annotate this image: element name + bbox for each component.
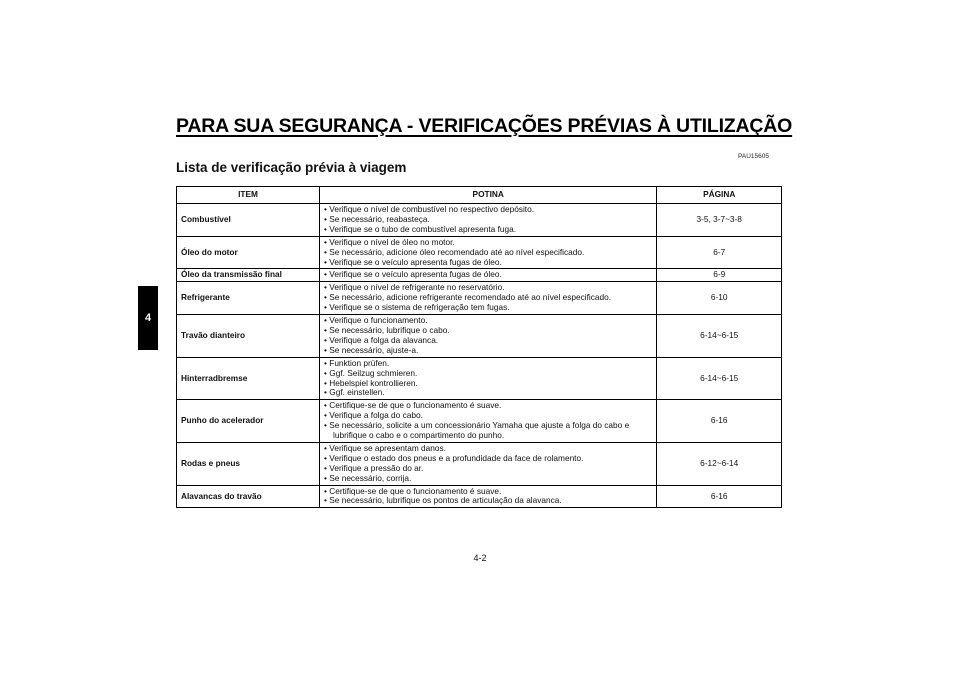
table-row bbox=[177, 204, 782, 237]
item-cell: Refrigerante bbox=[177, 282, 320, 315]
check-list bbox=[324, 444, 652, 484]
check-list bbox=[324, 316, 652, 356]
check-cell bbox=[320, 204, 657, 237]
check-list bbox=[324, 359, 652, 399]
check-list-item: • Verifique a pressão do ar. bbox=[324, 464, 652, 474]
check-cell bbox=[320, 269, 657, 282]
check-list-item: • Se necessário, corrija. bbox=[324, 474, 652, 484]
check-list bbox=[324, 487, 652, 507]
check-list-item: • Se necessário, adicione refrigerante recomendado até ao nível especificado. bbox=[324, 293, 652, 303]
table-row bbox=[177, 315, 782, 358]
table-row bbox=[177, 400, 782, 443]
check-cell bbox=[320, 400, 657, 443]
check-list bbox=[324, 270, 652, 280]
check-list-item: • Verifique se apresentam danos. bbox=[324, 444, 652, 454]
check-list bbox=[324, 238, 652, 268]
item-cell: Combustível bbox=[177, 204, 320, 237]
table-header-row bbox=[177, 187, 782, 204]
reference-code: PAU15605 bbox=[738, 153, 769, 160]
table-row bbox=[177, 269, 782, 282]
item-cell: Óleo da transmissão final bbox=[177, 269, 320, 282]
check-list-item: • Verifique se o veículo apresenta fugas de óleo. bbox=[324, 258, 652, 268]
title-rule bbox=[740, 135, 782, 137]
check-list bbox=[324, 205, 652, 235]
check-list-item: • Se necessário, adicione óleo recomendado até ao nível especificado. bbox=[324, 248, 652, 258]
item-cell: Hinterradbremse bbox=[177, 357, 320, 400]
check-list-item: • Verifique o nível de refrigerante no reservatório. bbox=[324, 283, 652, 293]
check-list-item: • Se necessário, ajuste-a. bbox=[324, 346, 652, 356]
table-row bbox=[177, 236, 782, 269]
check-list-item: • Se necessário, lubrifique o cabo. bbox=[324, 326, 652, 336]
check-list bbox=[324, 401, 652, 441]
check-cell bbox=[320, 282, 657, 315]
header-item: ITEM bbox=[177, 187, 320, 204]
check-list-item: • Verifique se o sistema de refrigeração tem fugas. bbox=[324, 303, 652, 313]
item-cell: Alavancas do travão bbox=[177, 485, 320, 508]
chapter-tab: 4 bbox=[138, 286, 158, 350]
check-list-item: • Verifique o estado dos pneus e a profundidade da face de rolamento. bbox=[324, 454, 652, 464]
check-cell bbox=[320, 485, 657, 508]
check-list-item: • Verifique o funcionamento. bbox=[324, 316, 652, 326]
table-row bbox=[177, 485, 782, 508]
check-list-item: • Certifique-se de que o funcionamento é suave. bbox=[324, 487, 652, 497]
page-cell: 6-7 bbox=[657, 236, 782, 269]
checklist-table bbox=[176, 186, 782, 508]
page-cell: 3-5, 3-7~3-8 bbox=[657, 204, 782, 237]
check-list-item: • Verifique se o veículo apresenta fugas de óleo. bbox=[324, 270, 652, 280]
check-list-item: • Se necessário, reabasteça. bbox=[324, 215, 652, 225]
page-cell: 6-14~6-15 bbox=[657, 315, 782, 358]
check-list bbox=[324, 283, 652, 313]
item-cell: Óleo do motor bbox=[177, 236, 320, 269]
check-list-item: • Se necessário, lubrifique os pontos de articulação da alavanca. bbox=[324, 496, 652, 506]
check-cell bbox=[320, 236, 657, 269]
header-check: POTINA bbox=[320, 187, 657, 204]
check-list-item: • Ggf. einstellen. bbox=[324, 388, 652, 398]
check-list-item: • Se necessário, solicite a um concessionário Yamaha que ajuste a folga do cabo e lubrifique o cabo e o compartimento do punho. bbox=[324, 421, 652, 441]
check-list-item: • Funktion prüfen. bbox=[324, 359, 652, 369]
check-cell bbox=[320, 357, 657, 400]
page-cell: 6-16 bbox=[657, 400, 782, 443]
page-cell: 6-12~6-14 bbox=[657, 442, 782, 485]
item-cell: Travão dianteiro bbox=[177, 315, 320, 358]
section-heading: Lista de verificação prévia à viagem bbox=[176, 160, 407, 175]
check-list-item: • Verifique a folga da alavanca. bbox=[324, 336, 652, 346]
check-list-item: • Hebelspiel kontrollieren. bbox=[324, 379, 652, 389]
item-cell: Rodas e pneus bbox=[177, 442, 320, 485]
page-number: 4-2 bbox=[473, 553, 487, 563]
check-list-item: • Verifique se o tubo de combustível apresenta fuga. bbox=[324, 225, 652, 235]
table-row bbox=[177, 282, 782, 315]
header-page: PÁGINA bbox=[657, 187, 782, 204]
check-list-item: • Certifique-se de que o funcionamento é suave. bbox=[324, 401, 652, 411]
page-cell: 6-9 bbox=[657, 269, 782, 282]
table-body bbox=[177, 204, 782, 508]
check-list-item: • Ggf. Seilzug schmieren. bbox=[324, 369, 652, 379]
page-cell: 6-10 bbox=[657, 282, 782, 315]
check-list-item: • Verifique o nível de óleo no motor. bbox=[324, 238, 652, 248]
table-row bbox=[177, 442, 782, 485]
table-row bbox=[177, 357, 782, 400]
page-title: PARA SUA SEGURANÇA - VERIFICAÇÕES PRÉVIAS À UTILIZAÇÃO bbox=[176, 115, 793, 137]
check-list-item: • Verifique a folga do cabo. bbox=[324, 411, 652, 421]
item-cell: Punho do acelerador bbox=[177, 400, 320, 443]
check-list-item: • Verifique o nível de combustível no respectivo depósito. bbox=[324, 205, 652, 215]
page-cell: 6-14~6-15 bbox=[657, 357, 782, 400]
check-cell bbox=[320, 315, 657, 358]
check-cell bbox=[320, 442, 657, 485]
page-cell: 6-16 bbox=[657, 485, 782, 508]
